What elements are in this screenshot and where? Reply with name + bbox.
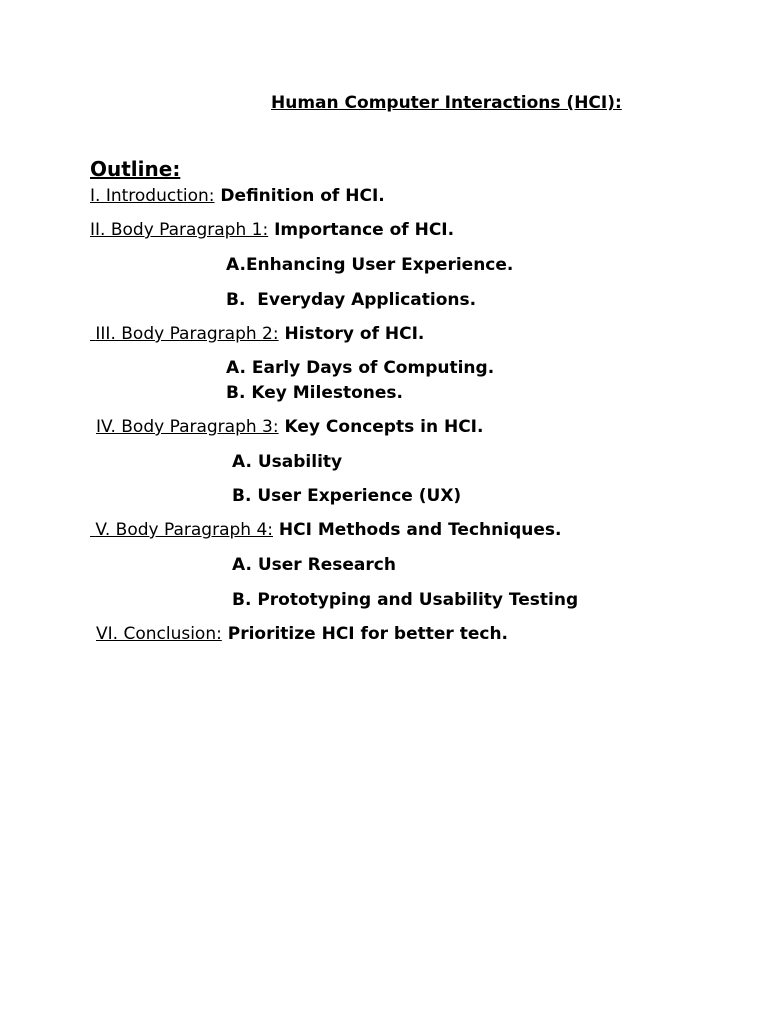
section-label: V. Body Paragraph 4: [95, 520, 273, 540]
section-body-paragraph-3 [96, 416, 483, 438]
section-body-paragraph-4 [90, 519, 561, 541]
sub-marker: B. [226, 383, 246, 403]
section-text: Importance of HCI. [274, 220, 455, 240]
sub-item [226, 254, 513, 276]
outline-heading: Outline: [90, 157, 181, 181]
sub-item [232, 451, 342, 473]
section-label: VI. Conclusion: [96, 624, 222, 644]
sub-marker: A. [232, 452, 252, 472]
sub-marker: A. [232, 555, 252, 575]
sub-item [232, 589, 578, 611]
sub-text: Enhancing User Experience. [245, 255, 514, 275]
section-body-paragraph-1 [90, 219, 454, 241]
sub-text: User Research [257, 555, 396, 575]
sub-text: Key Milestones. [251, 383, 403, 403]
document-title: Human Computer Interactions (HCI): [271, 93, 622, 113]
sub-item [226, 357, 494, 379]
sub-item [232, 554, 396, 576]
section-label: II. Body Paragraph 1: [90, 220, 269, 240]
section-label: IV. Body Paragraph 3: [96, 417, 279, 437]
section-text: Definition of HCI. [220, 186, 385, 206]
sub-text: Usability [257, 452, 343, 472]
section-text: Key Concepts in HCI. [284, 417, 484, 437]
sub-marker: B. [226, 290, 246, 310]
sub-marker: B. [232, 486, 252, 506]
sub-text: Early Days of Computing. [251, 358, 495, 378]
section-text: HCI Methods and Techniques. [278, 520, 562, 540]
section-label: I. Introduction: [90, 186, 215, 206]
section-body-paragraph-2 [90, 323, 424, 345]
sub-item [226, 382, 403, 404]
section-conclusion [96, 623, 508, 645]
section-text: History of HCI. [284, 324, 425, 344]
section-label: III. Body Paragraph 2: [95, 324, 279, 344]
sub-marker: A. [226, 255, 246, 275]
sub-text: Prototyping and Usability Testing [257, 590, 579, 610]
sub-item [226, 289, 476, 311]
sub-text: Everyday Applications. [257, 290, 477, 310]
sub-marker: B. [232, 590, 252, 610]
sub-marker: A. [226, 358, 246, 378]
section-text: Prioritize HCI for better tech. [227, 624, 509, 644]
sub-item [232, 485, 461, 507]
section-introduction [90, 185, 385, 207]
sub-text: User Experience (UX) [257, 486, 462, 506]
